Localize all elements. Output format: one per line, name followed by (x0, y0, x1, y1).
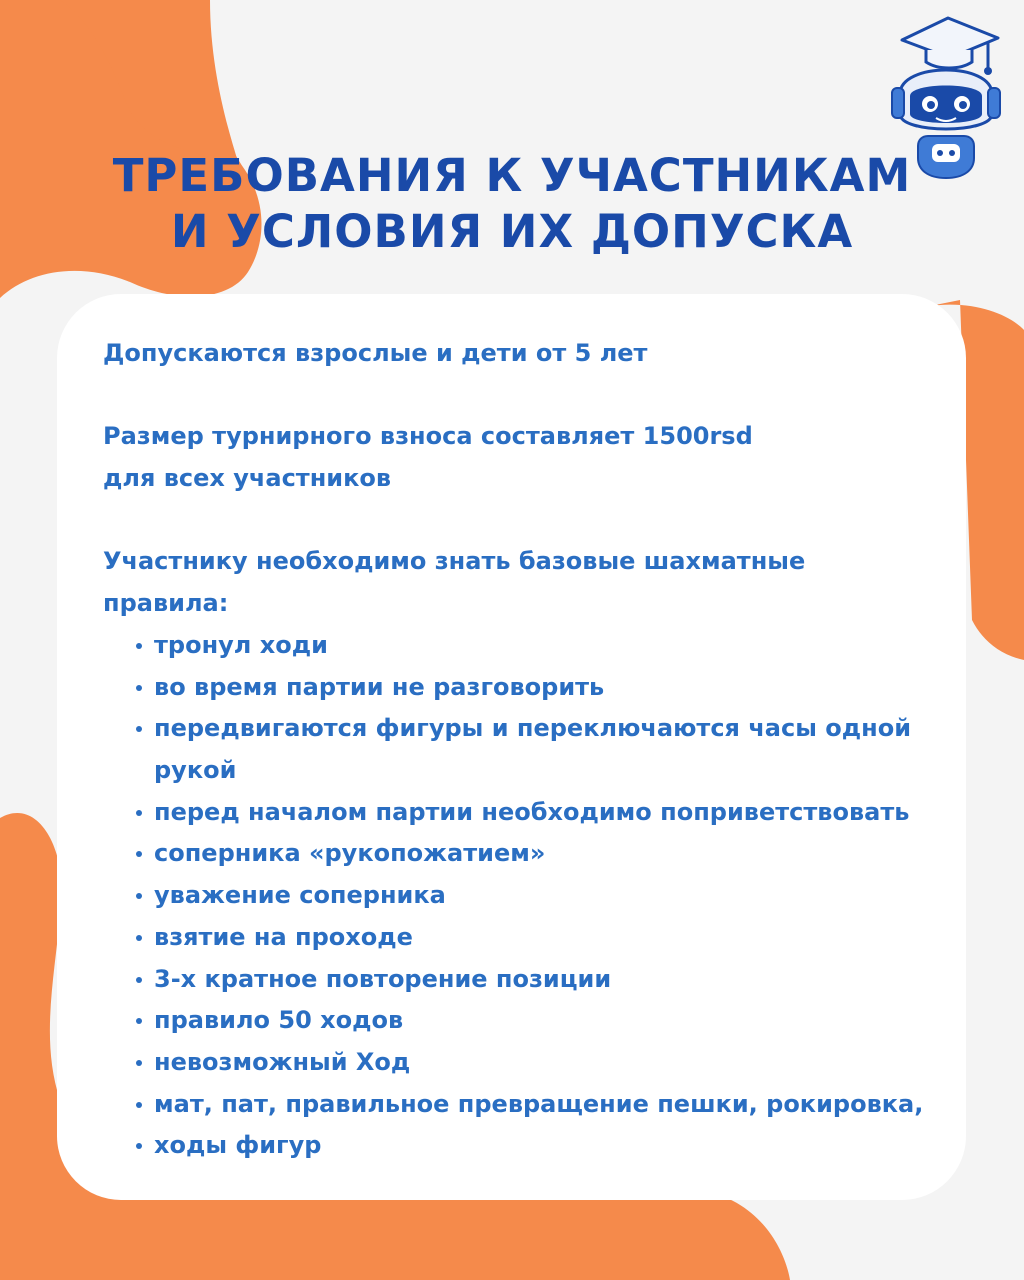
rule-list-item: взятие на проходе (154, 917, 973, 959)
page-title (0, 148, 1024, 260)
page-title-line-1: ТРЕБОВАНИЯ К УЧАСТНИКАМ (112, 149, 912, 202)
rule-list-item: правило 50 ходов (154, 1000, 973, 1042)
robot-graduate-mascot-icon (888, 14, 1004, 184)
rule-list-item: мат, пат, правильное превращение пешки, рокировка, (154, 1084, 973, 1126)
rule-list-item: ходы фигур (154, 1125, 973, 1167)
rules-intro-line-1: Участнику необходимо знать базовые шахматные (103, 547, 806, 576)
page-title-line-2: И УСЛОВИЯ ИХ ДОПУСКА (170, 205, 854, 258)
fee-text-line-2: для всех участников (103, 464, 392, 493)
rule-list-item: соперника «рукопожатием» (154, 833, 973, 875)
rule-list-item: тронул ходи (154, 625, 973, 667)
rule-list-item: уважение соперника (154, 875, 973, 917)
rules-list (103, 625, 973, 1167)
rule-list-item: невозможный Ход (154, 1042, 973, 1084)
fee-text-line-1: Размер турнирного взноса составляет 1500rsd (103, 422, 753, 451)
rules-content (103, 333, 973, 1167)
rules-intro-line-2: правила: (103, 589, 229, 618)
rule-list-item: передвигаются фигуры и переключаются часы одной рукой (154, 708, 973, 791)
rule-list-item: перед началом партии необходимо поприветствовать (154, 792, 973, 834)
rule-list-item: во время партии не разговорить (154, 667, 973, 709)
rule-list-item: 3-х кратное повторение позиции (154, 959, 973, 1001)
admission-text: Допускаются взрослые и дети от 5 лет (103, 339, 648, 367)
